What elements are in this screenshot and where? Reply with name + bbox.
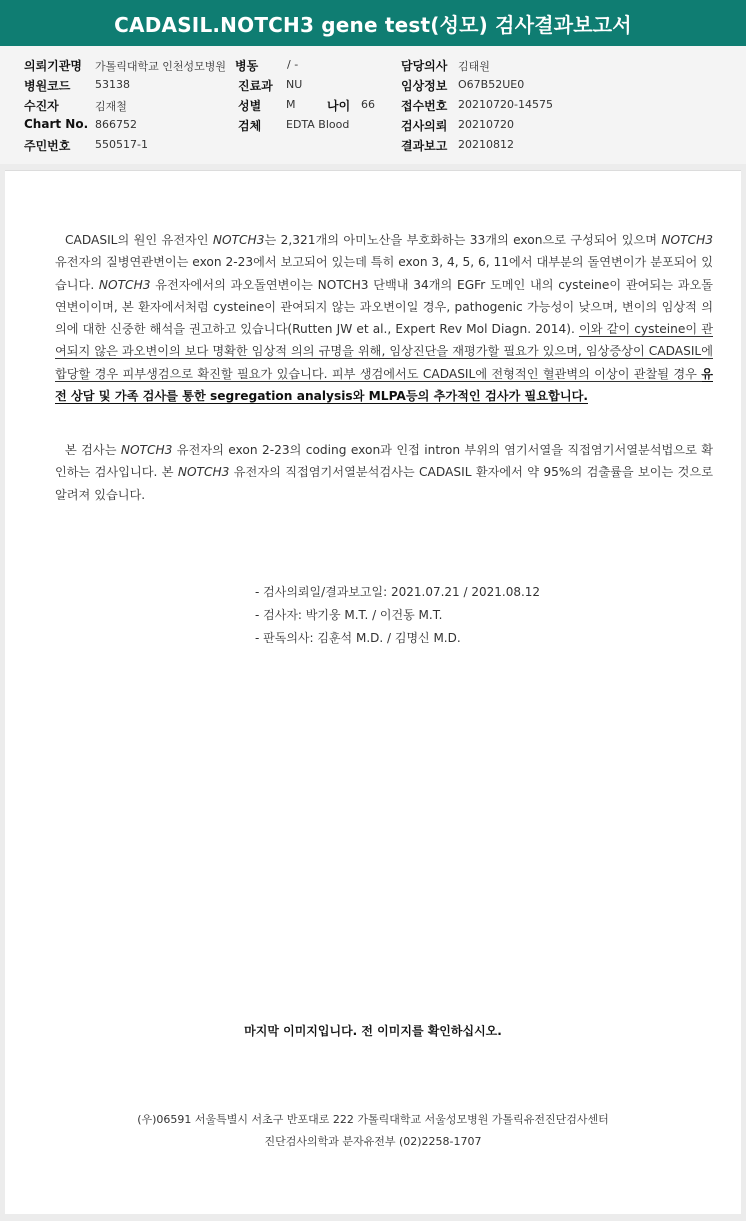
last-image-notice: 마지막 이미지입니다. 전 이미지를 확인하십시오. [244,1024,502,1038]
specimen-field [238,117,350,134]
sex-field [238,97,296,114]
gene-name: NOTCH3 [98,277,151,292]
request-date-field [401,117,514,134]
institution-field [24,57,227,74]
report-title: CADASIL.NOTCH3 gene test(성모) 검사결과보고서 [0,0,746,46]
p2-text-1: 본 검사는 [65,443,121,457]
department-value: NU [286,78,303,91]
p1-text-3: 유전자의 질병연관변이는 exon 2-23에서 보고되어 있는데 특히 exon 3, 4, 5, 6, 11에서 대부분의 돌연변이가 분포되어 있습니다. [55,255,713,292]
footer-address [5,1109,741,1153]
p1-text-1: CADASIL의 원인 유전자인 [65,233,213,247]
ward-field [235,57,299,74]
clinical-info-field [401,77,525,94]
age-value: 66 [361,98,375,111]
p1-underlined-text: 이와 같이 cysteine이 관여되지 않은 과오변이의 보다 명확한 임상적 의의 규명을 위해, 임상진단을 재평가할 필요가 있으며, 임상증상이 CADASIL에 합당할 경우 피부생검으로 확진할 필요가 있습니다. 피부 생검에서도 CADASIL에 전형적인 혈관벽의 이상이 관찰될 경우 [55,322,713,381]
interpretation-paragraph [55,229,713,407]
specimen-value: EDTA Blood [286,118,350,131]
gene-name: NOTCH3 [661,233,713,247]
chart-number-label: Chart No. [24,117,89,131]
department-field [238,77,303,94]
patient-value: 김재철 [95,100,127,113]
receipt-number-field [401,97,553,114]
ward-value: / - [287,58,299,71]
footer-address-line: (우)06591 서울특별시 서초구 반포대로 222 가톨릭대학교 서울성모병원 가톨릭유전진단검사센터 [137,1113,609,1126]
hospital-code-field [24,77,130,94]
clinical-info-value: O67B52UE0 [458,78,525,91]
sex-label: 성별 [238,99,262,113]
specimen-label: 검체 [238,119,262,133]
p2-text-3: 유전자의 직접염기서열분석검사는 CADASIL 환자에서 약 95%의 검출률을 보이는 것으로 알려져 있습니다. [55,465,713,502]
test-dates: - 검사의뢰일/결과보고일: 2021.07.21 / 2021.08.12 [255,585,541,599]
institution-value: 가톨릭대학교 인천성모병원 [95,60,227,73]
sex-value: M [286,98,296,111]
resident-number-label: 주민번호 [24,139,71,153]
chart-number-field [24,117,137,131]
p1-text-4: 유전자에서의 과오돌연변이는 NOTCH3 단백내 34개의 EGFr 도메인 내의 cysteine이 관여되는 과오돌연변이이며, 본 환자에서처럼 cysteine이 관여되지 않는 과오변이일 경우, pathogenic 가능성이 낮으며, 변이의 임상적 의의에 대한 신중한 해석을 권고하고 있습니다(Rutten JW et al., Expert Rev Mol Diagn. 2014). [55,277,713,337]
gene-name: NOTCH3 [120,443,173,457]
receipt-number-label: 접수번호 [401,99,448,113]
receipt-number-value: 20210720-14575 [458,98,553,111]
report-page [5,170,741,1214]
doctor-value: 김태원 [458,60,490,73]
doctor-field [401,57,490,74]
footer-department-line: 진단검사의학과 분자유전부 (02)2258-1707 [264,1135,482,1148]
ward-label: 병동 [235,59,259,73]
institution-label: 의뢰기관명 [24,59,82,73]
report-date-value: 20210812 [458,138,514,151]
patient-field [24,97,127,114]
request-date-value: 20210720 [458,118,514,131]
p2-text-2: 유전자의 exon 2-23의 coding exon과 인접 intron 부위의 염기서열을 직접염기서열분석법으로 확인하는 검사입니다. 본 [55,443,714,480]
gene-name: NOTCH3 [177,465,230,480]
age-label: 나이 [327,99,351,113]
age-field [327,97,375,114]
patient-label: 수진자 [24,99,59,113]
doctor-label: 담당의사 [401,59,448,73]
method-paragraph [55,439,713,506]
resident-number-value: 550517-1 [95,138,148,151]
technicians: - 검사자: 박기웅 M.T. / 이건동 M.T. [255,608,443,622]
hospital-code-value: 53138 [95,78,130,91]
gene-name: NOTCH3 [212,233,265,247]
request-date-label: 검사의뢰 [401,119,448,133]
hospital-code-label: 병원코드 [24,79,71,93]
patient-info-header [0,46,746,164]
reading-physicians: - 판독의사: 김훈석 M.D. / 김명신 M.D. [255,631,461,645]
report-date-label: 결과보고 [401,139,448,153]
department-label: 진료과 [238,79,273,93]
resident-number-field [24,137,148,154]
clinical-info-label: 임상정보 [401,79,448,93]
p1-recommendation-text: 유전 상담 및 가족 검사를 통한 segregation analysis와 MLPA등의 추가적인 검사가 필요합니다. [55,366,713,404]
report-date-field [401,137,514,154]
test-metadata [255,581,540,650]
p1-text-2: 는 2,321개의 아미노산을 부호화하는 33개의 exon으로 구성되어 있으며 [264,233,662,247]
chart-number-value: 866752 [95,118,137,131]
